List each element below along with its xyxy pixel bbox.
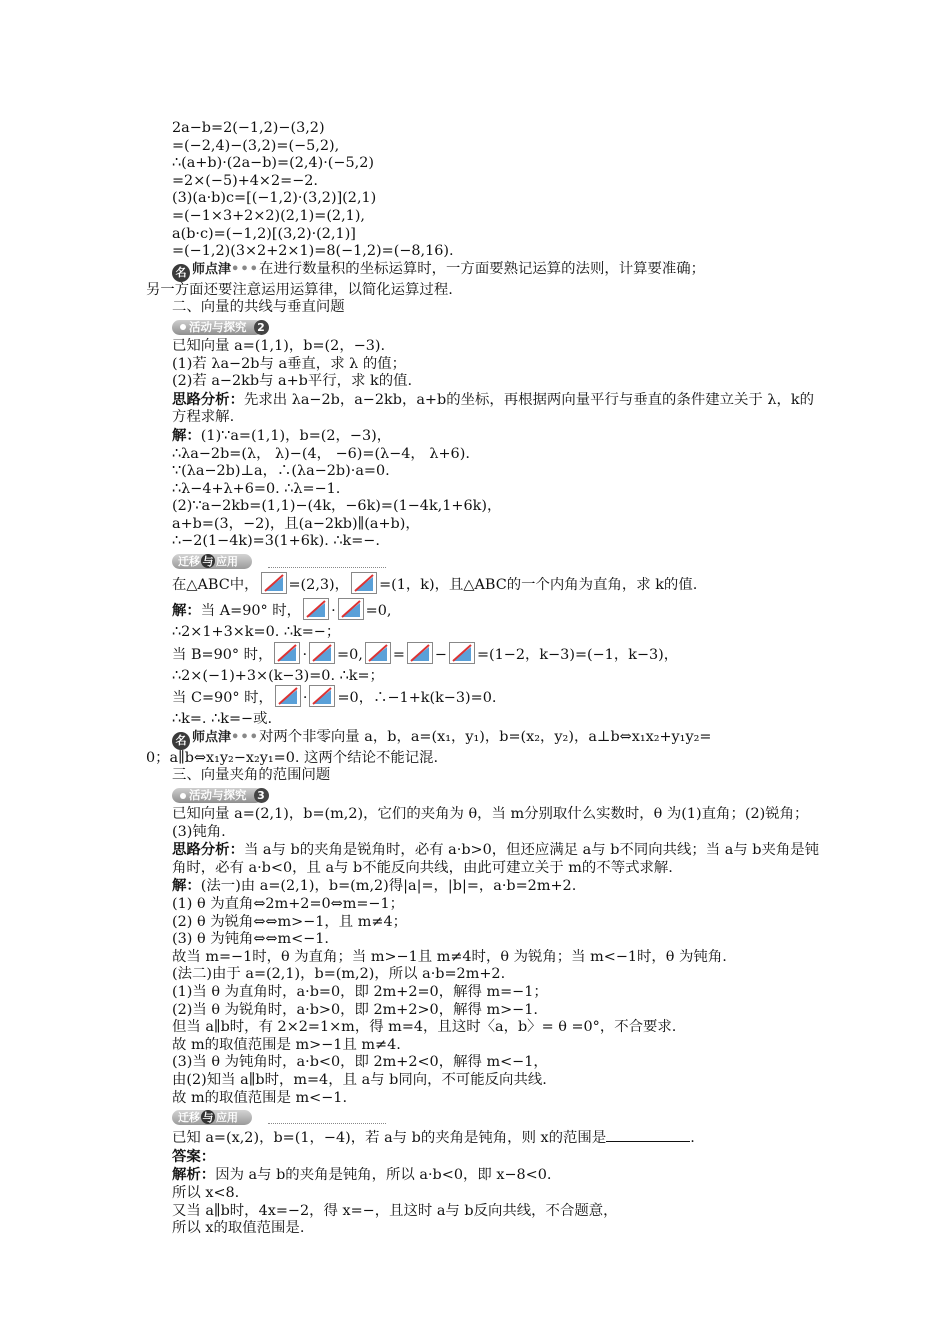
activity-number: 2 xyxy=(254,320,269,335)
solution-line: (3) θ 为钝角⇔⇔m<−1. xyxy=(172,931,329,948)
bullet-icon xyxy=(180,793,186,799)
solution-line: ∴λa−2b=(λ， λ)−(4， −6)=(λ−4， λ+6). xyxy=(172,445,470,462)
solution-line: (3)当 θ 为钝角时，a·b<0，即 2m+2<0，解得 m<−1， xyxy=(172,1054,548,1071)
solution-label: 解： xyxy=(172,426,201,444)
vector-image-icon xyxy=(309,685,335,707)
document-body xyxy=(146,120,826,1238)
section-heading: 二、向量的共线与垂直问题 xyxy=(172,299,345,316)
answer-label: 答案： xyxy=(172,1147,216,1165)
bullet-icon xyxy=(180,324,186,330)
vector-image-icon xyxy=(351,572,377,594)
problem-paragraph: 已知向量 a=(2,1)，b=(m,2)，它们的夹角为 θ，当 m分别取什么实数时，θ 为(1)直角；(2)锐角；(3)钝角. xyxy=(172,806,809,840)
solution-line: 故当 m=−1时，θ 为直角；当 m>−1且 m≠4时，θ 为锐角；当 m<−1时，θ 为钝角. xyxy=(172,948,727,965)
problem-line: 已知向量 a=(1,1)，b=(2，−3). xyxy=(172,337,386,354)
transfer-solution-line: 当 B=90° 时， · =0, = − =(1−2，k−3)=(−1，k−3)， xyxy=(146,642,826,668)
transfer-solution-line: ∴2×(−1)+3×(k−3)=0. ∴k=； xyxy=(172,667,384,684)
note-text: 另一方面还要注意运用运算律，以简化运算过程. xyxy=(146,281,453,298)
vector-image-icon xyxy=(338,598,364,620)
solution-line: 故 m的取值范围是 m>−1且 m≠4. xyxy=(172,1036,401,1053)
section-heading: 三、向量夹角的范围问题 xyxy=(172,767,331,784)
transfer-banner xyxy=(172,1109,826,1127)
calc-line: =(−1×3+2×2)(2,1)=(2,1), xyxy=(172,207,366,224)
analysis-line: 解析：因为 a与 b的夹角是钝角，所以 a·b<0，即 x−8<0. xyxy=(172,1166,552,1184)
vector-image-icon xyxy=(303,598,329,620)
calc-line: 2a−b=2(−1,2)−(3,2) xyxy=(172,120,325,136)
solution-line: 由(2)知当 a∥b时，m=4，且 a与 b同向，不可能反向共线. xyxy=(172,1071,547,1088)
dotted-rule xyxy=(268,567,386,568)
teacher-note xyxy=(146,729,826,750)
vector-image-icon xyxy=(407,642,433,664)
analysis-line: 所以 x<8. xyxy=(172,1184,240,1201)
analysis-text: 当 a与 b的夹角是锐角时，必有 a·b>0，但还应满足 a与 b不同向共线；当 a与 b夹角是钝角时，必有 a·b<0，且 a与 b不能反向共线，由此可建立关于 m的不等式求解. xyxy=(172,842,820,876)
activity-pill: 活动与探究 3 xyxy=(172,788,263,803)
dotted-rule xyxy=(268,1123,386,1124)
vector-image-icon xyxy=(449,642,475,664)
calc-line: ∴(a+b)·(2a−b)=(2,4)·(−5,2) xyxy=(172,155,374,172)
calc-line: a(b·c)=(−1,2)[(3,2)·(2,1)] xyxy=(172,225,356,242)
solution-line: (1) θ 为直角⇔2m+2=0⇔m=−1； xyxy=(172,896,405,912)
analysis-line: 所以 x的取值范围是. xyxy=(172,1220,305,1237)
analysis-label: 思路分析： xyxy=(172,841,244,859)
transfer-solution-line: ∴k=. ∴k=−或. xyxy=(172,711,273,728)
answer-blank xyxy=(606,1128,690,1142)
transfer-pill: 迁移 与 应用 xyxy=(172,1110,252,1125)
solution-line: ∴λ−4+λ+6=0. ∴λ=−1. xyxy=(172,480,341,497)
teacher-badge-icon: 名 xyxy=(172,732,190,750)
vector-image-icon xyxy=(365,642,391,664)
note-text: 在进行数量积的坐标运算时，一方面要熟记运算的法则，计算要准确； xyxy=(258,260,706,277)
vector-image-icon xyxy=(309,642,335,664)
analysis-line: 又当 a∥b时，4x=−2，得 x=−，且这时 a与 b反向共线，不合题意， xyxy=(172,1202,618,1219)
teacher-note xyxy=(146,261,826,282)
solution-line: a+b=(3，−2)，且(a−2kb)∥(a+b)， xyxy=(172,515,420,532)
analysis-paragraph xyxy=(146,391,826,427)
transfer-solution-line: ∴2×1+3×k=0. ∴k=−； xyxy=(172,624,341,641)
transfer-question: 在△ABC中， =(2,3)， =(1，k)，且△ABC的一个内角为直角，求 k的值. xyxy=(146,572,826,598)
solution-line: ∴−2(1−4k)=3(1+6k). ∴k=−. xyxy=(172,533,380,550)
calc-line: =(−1,2)(3×2+2×1)=8(−1,2)=(−8,16). xyxy=(172,243,454,260)
solution-line: ∵(λa−2b)⊥a，∴(λa−2b)·a=0. xyxy=(172,463,390,480)
analysis-text: 先求出 λa−2b，a−2kb，a+b的坐标，再根据两向量平行与垂直的条件建立关于 λ，k的方程求解. xyxy=(172,391,814,426)
transfer-banner xyxy=(172,553,826,571)
analysis-paragraph xyxy=(146,841,826,877)
vector-image-icon xyxy=(274,642,300,664)
problem-line: (1)若 λa−2b与 a垂直，求 λ 的值； xyxy=(172,355,407,372)
calc-line: =(−2,4)−(3,2)=(−5,2), xyxy=(172,137,340,154)
activity-number: 3 xyxy=(254,788,269,803)
vector-image-icon xyxy=(275,685,301,707)
teacher-badge-icon: 名 xyxy=(172,264,190,282)
transfer-pill: 迁移 与 应用 xyxy=(172,554,252,569)
vector-image-icon xyxy=(261,572,287,594)
note-text: 对两个非零向量 a，b，a=(x₁，y₁)，b=(x₂，y₂)，a⊥b⇔x₁x₂+y₁y₂= xyxy=(258,728,712,745)
solution-line: 故 m的取值范围是 m<−1. xyxy=(172,1089,348,1106)
solution-line: (2)当 θ 为锐角时，a·b>0，即 2m+2>0，解得 m>−1. xyxy=(172,1001,538,1018)
calc-line: =2×(−5)+4×2=−2. xyxy=(172,172,318,189)
transfer-question: 已知 a=(x,2)，b=(1，−4)，若 a与 b的夹角是钝角，则 x的范围是 . xyxy=(172,1130,695,1147)
transfer-solution-line: 当 C=90° 时， · =0，∴−1+k(k−3)=0. xyxy=(146,685,826,711)
solution-line: (1)当 θ 为直角时，a·b=0，即 2m+2=0，解得 m=−1； xyxy=(172,983,548,1000)
transfer-solution-line: 解：当 A=90° 时， · =0, xyxy=(146,598,826,624)
solution-label: 解： xyxy=(172,877,201,895)
note-text: 0；a∥b⇔x₁y₂−x₂y₁=0. 这两个结论不能记混. xyxy=(146,749,439,766)
problem-line: (2)若 a−2kb与 a+b平行，求 k的值. xyxy=(172,373,413,390)
calc-line: (3)(a·b)c=[(−1,2)·(3,2)](2,1) xyxy=(172,190,377,207)
solution-line: 解：(1)∵a=(1,1)，b=(2，−3)， xyxy=(172,426,392,444)
teacher-note-label: 名 师点津••• xyxy=(172,261,259,282)
activity-pill: 活动与探究 2 xyxy=(172,320,263,335)
solution-line: 但当 a∥b时，有 2×2=1×m，得 m=4，且这时〈a，b〉= θ =0°，不合要求. xyxy=(172,1019,677,1036)
activity-banner xyxy=(172,319,826,337)
analysis-label: 思路分析： xyxy=(172,390,244,408)
solution-line: (2)∵a−2kb=(1,1)−(4k，−6k)=(1−4k,1+6k)， xyxy=(172,498,502,515)
activity-banner xyxy=(172,787,826,805)
solution-line: 解：(法一)由 a=(2,1)，b=(m,2)得|a|=，|b|=，a·b=2m+2. xyxy=(172,877,577,895)
teacher-note-label: 名 师点津••• xyxy=(172,729,259,750)
solution-line: (2) θ 为锐角⇔⇔m>−1，且 m≠4； xyxy=(172,913,408,930)
solution-line: (法二)由于 a=(2,1)，b=(m,2)，所以 a·b=2m+2. xyxy=(172,966,506,983)
